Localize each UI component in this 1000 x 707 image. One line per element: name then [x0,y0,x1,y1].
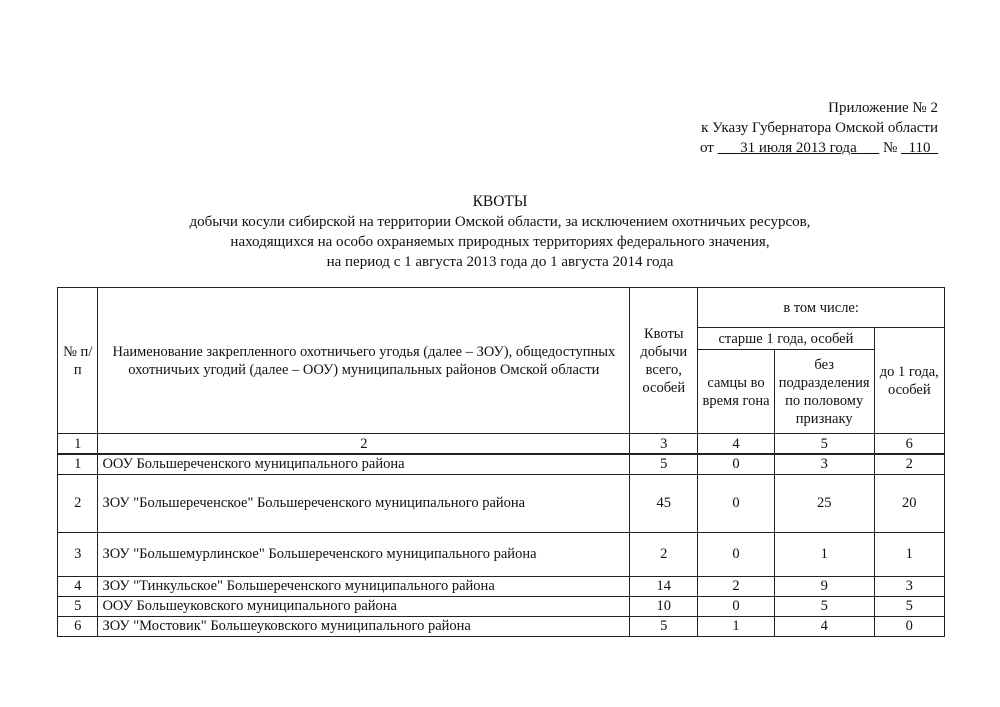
table-row [58,616,945,636]
row-name: ЗОУ "Мостовик" Большеуковского муниципального района [98,616,630,636]
table-row [58,532,945,576]
row-number: 2 [58,474,98,532]
index-cell: 2 [98,434,630,455]
row-under1: 5 [874,596,944,616]
row-name: ЗОУ "Большемурлинское" Большереченского муниципального района [98,532,630,576]
table-row [58,454,945,474]
row-males: 0 [698,454,775,474]
row-number: 5 [58,596,98,616]
row-under1: 0 [874,616,944,636]
row-name: ООУ Большереченского муниципального района [98,454,630,474]
appendix-decree-line [700,138,938,158]
index-cell: 5 [774,434,874,455]
table-row [58,474,945,532]
appendix-block [700,98,938,158]
row-males: 0 [698,596,775,616]
table-row [58,596,945,616]
row-number: 1 [58,454,98,474]
row-under1: 2 [874,454,944,474]
header-total: Квоты добычи всего, особей [630,288,698,434]
header-name: Наименование закрепленного охотничьего угодья (далее – ЗОУ), общедоступных охотничьих угодий (далее – ООУ) муниципальных районов Омской области [98,288,630,434]
row-total: 2 [630,532,698,576]
row-no-sex: 5 [774,596,874,616]
row-number: 4 [58,576,98,596]
appendix-number-label: № [882,140,898,156]
header-no-sex: без подразделения по половому признаку [774,350,874,434]
row-under1: 20 [874,474,944,532]
appendix-from-label: от [699,140,714,156]
quota-table [57,287,945,637]
row-name: ООУ Большеуковского муниципального района [98,596,630,616]
title-line-2: находящихся на особо охраняемых природных территориях федерального значения, [230,234,770,250]
row-males: 1 [698,616,775,636]
index-cell: 6 [874,434,944,455]
row-total: 14 [630,576,698,596]
header-males: самцы во время гона [698,350,775,434]
row-no-sex: 9 [774,576,874,596]
row-no-sex: 3 [774,454,874,474]
row-name: ЗОУ "Большереченское" Большереченского муниципального района [98,474,630,532]
header-num: № п/п [58,288,98,434]
header-including: в том числе: [698,288,945,328]
title-heading: КВОТЫ [472,193,528,210]
index-cell: 3 [630,434,698,455]
index-cell: 1 [58,434,98,455]
appendix-line-1: Приложение № 2 [828,100,938,116]
row-males: 0 [698,474,775,532]
row-males: 2 [698,576,775,596]
row-no-sex: 1 [774,532,874,576]
table-row [58,576,945,596]
row-total: 45 [630,474,698,532]
appendix-number: 110 [908,140,931,156]
row-total: 5 [630,616,698,636]
index-cell: 4 [698,434,775,455]
appendix-line-2: к Указу Губернатора Омской области [701,120,938,136]
title-line-3: на период с 1 августа 2013 года до 1 августа 2014 года [326,254,674,270]
row-number: 3 [58,532,98,576]
header-under1: до 1 года, особей [874,328,944,434]
row-number: 6 [58,616,98,636]
row-name: ЗОУ "Тинкульское" Большереченского муниципального района [98,576,630,596]
row-no-sex: 4 [774,616,874,636]
header-older: старше 1 года, особей [698,328,874,350]
row-total: 10 [630,596,698,616]
row-no-sex: 25 [774,474,874,532]
table-index-row [58,434,945,455]
row-total: 5 [630,454,698,474]
appendix-date: 31 июля 2013 года [740,140,857,156]
title-line-1: добычи косули сибирской на территории Омской области, за исключением охотничьих ресурсов, [189,214,811,230]
row-under1: 3 [874,576,944,596]
row-males: 0 [698,532,775,576]
row-under1: 1 [874,532,944,576]
document-title [0,192,1000,272]
